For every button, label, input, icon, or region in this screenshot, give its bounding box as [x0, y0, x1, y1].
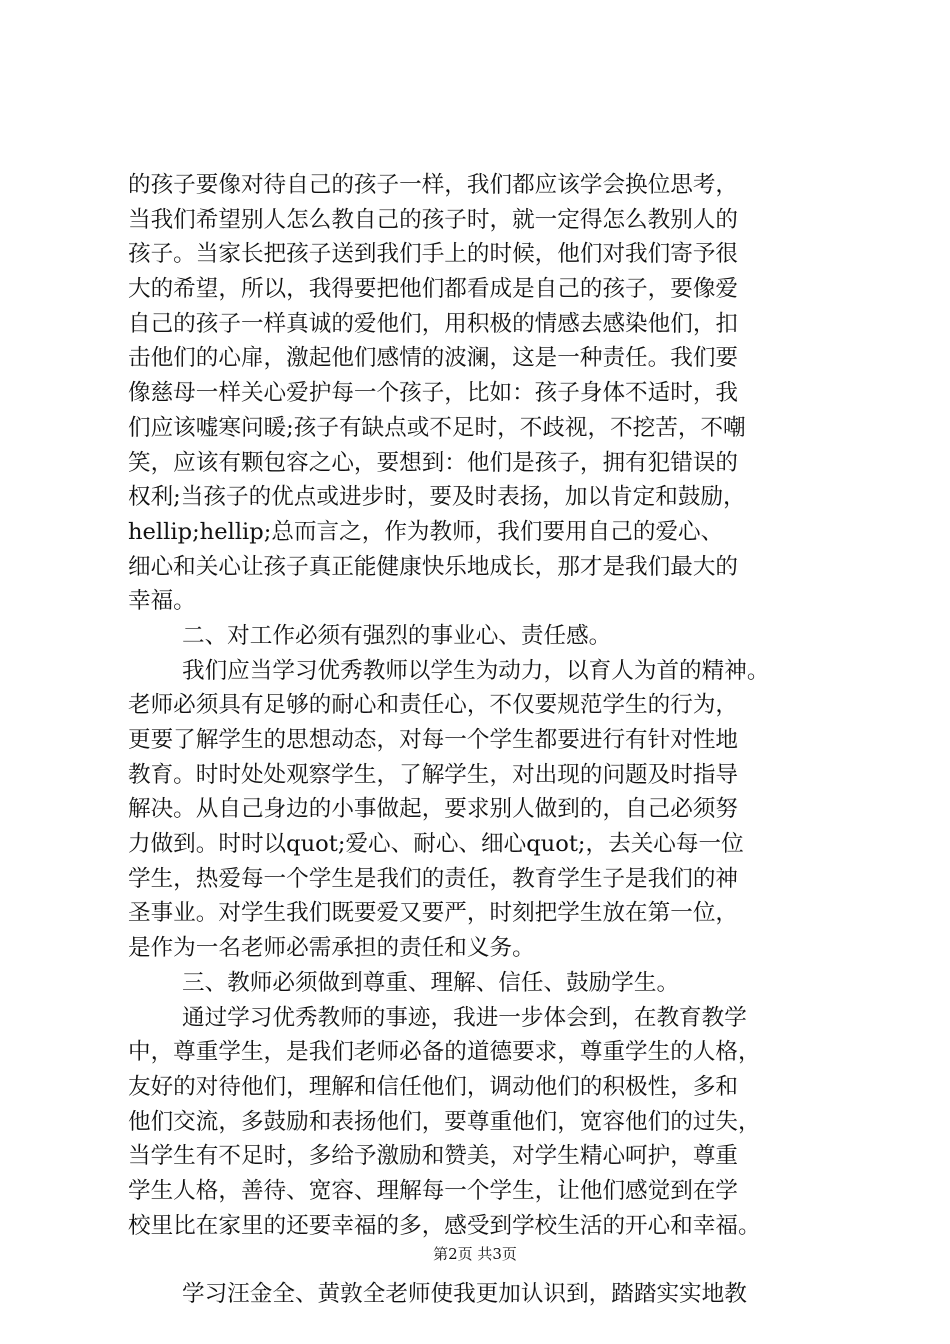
- text-line: 友好的对待他们，理解和信任他们，调动他们的积极性，多和: [128, 1073, 739, 1100]
- text-line: 击他们的心扉，激起他们感情的波澜，这是一种责任。我们要: [128, 345, 739, 372]
- text-line: 更要了解学生的思想动态，对每一个学生都要进行有针对性地: [128, 727, 739, 753]
- text-line: 老师必须具有足够的耐心和责任心，不仅要规范学生的行为，: [128, 692, 739, 719]
- text-line: 力做到。时时以quot;爱心、耐心、细心quot;，去关心每一位: [128, 831, 744, 858]
- text-line: 学生人格，善待、宽容、理解每一个学生，让他们感觉到在学: [128, 1177, 739, 1204]
- document-body: [128, 168, 838, 1312]
- text-line: 是作为一名老师必需承担的责任和义务。: [128, 935, 535, 962]
- text-line: 们应该嘘寒问暖;孩子有缺点或不足时，不歧视，不挖苦，不嘲: [128, 414, 746, 441]
- text-line: 学习汪金全、黄敦全老师使我更加认识到，踏踏实实地教: [182, 1281, 747, 1308]
- text-line: 细心和关心让孩子真正能健康快乐地成长，那才是我们最大的: [128, 553, 739, 580]
- text-line: 他们交流，多鼓励和表扬他们，要尊重他们，宽容他们的过失，: [128, 1108, 761, 1135]
- text-line: 自己的孩子一样真诚的爱他们，用积极的情感去感染他们，扣: [128, 310, 739, 337]
- text-line: 笑，应该有颗包容之心，要想到：他们是孩子，拥有犯错误的: [128, 449, 739, 476]
- text-line: 教育。时时处处观察学生，了解学生，对出现的问题及时指导: [128, 761, 739, 788]
- text-line: 校里比在家里的还要幸福的多，感受到学校生活的开心和幸福。: [128, 1212, 761, 1239]
- text-line: 幸福。: [128, 588, 196, 615]
- text-line: 的孩子要像对待自己的孩子一样，我们都应该学会换位思考，: [128, 172, 739, 198]
- section-heading-3: 三、教师必须做到尊重、理解、信任、鼓励学生。: [182, 969, 680, 996]
- text-line: 中，尊重学生，是我们老师必备的道德要求，尊重学生的人格，: [128, 1039, 761, 1066]
- text-line: 圣事业。对学生我们既要爱又要严，时刻把学生放在第一位，: [128, 900, 739, 927]
- text-line: 权利;当孩子的优点或进步时，要及时表扬，加以肯定和鼓励，: [128, 484, 746, 511]
- text-line: 学生，热爱每一个学生是我们的责任，教育学生子是我们的神: [128, 865, 739, 892]
- text-line: 通过学习优秀教师的事迹，我进一步体会到，在教育教学: [182, 1004, 747, 1031]
- text-line: 像慈母一样关心爱护每一个孩子，比如：孩子身体不适时，我: [128, 380, 739, 407]
- page-footer: 第2页 共3页: [433, 1245, 517, 1263]
- text-line: 当学生有不足时，多给予激励和赞美，对学生精心呵护，尊重: [128, 1143, 739, 1170]
- text-line: 解决。从自己身边的小事做起，要求别人做到的，自己必须努: [128, 796, 739, 823]
- section-heading-2: 二、对工作必须有强烈的事业心、责任感。: [182, 622, 612, 649]
- text-line: 大的希望，所以，我得要把他们都看成是自己的孩子，要像爱: [128, 276, 739, 303]
- text-line: 我们应当学习优秀教师以学生为动力，以育人为首的精神。: [182, 657, 770, 684]
- text-line: 孩子。当家长把孩子送到我们手上的时候，他们对我们寄予很: [128, 241, 739, 268]
- text-line: 当我们希望别人怎么教自己的孩子时，就一定得怎么教别人的: [128, 206, 739, 233]
- text-line: hellip;hellip;总而言之，作为教师，我们要用自己的爱心、: [128, 518, 724, 545]
